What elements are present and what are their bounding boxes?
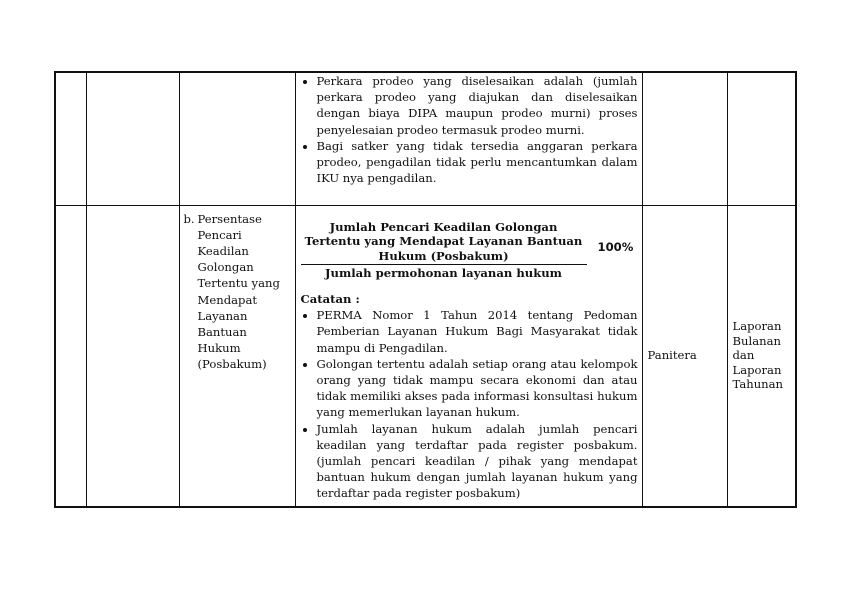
cell-number (55, 72, 86, 205)
formula (301, 214, 638, 282)
cell-formula-notes (295, 72, 642, 205)
formula-fraction (301, 214, 587, 282)
formula-denominator: Jumlah permohonan layanan hukum (325, 266, 562, 280)
notes-title: Catatan : (300, 292, 360, 306)
cell-source: Laporan Bulanan dan Laporan Tahunan (727, 205, 796, 507)
cell-goal (86, 72, 179, 205)
note-item: • Golongan tertentu adalah setiap orang atau kelompok orang yang tidak mampu secara ekonomi dan atau tidak memiliki akses pada informasi konsultasi hukum yang memerlukan layanan hukum. (317, 356, 638, 421)
posbakum-notes-list (301, 307, 638, 501)
prodeo-notes-list (301, 73, 638, 186)
cell-indicator (179, 205, 295, 507)
cell-source (727, 72, 796, 205)
cell-indicator (179, 72, 295, 205)
cell-goal (86, 205, 179, 507)
formula-numerator: Jumlah Pencari Keadilan Golongan Tertentu yang Mendapat Layanan Bantuan Hukum (Posbakum) (301, 214, 587, 266)
cell-formula-notes (295, 205, 642, 507)
note-item: • Bagi satker yang tidak tersedia anggaran perkara prodeo, pengadilan tidak perlu mencantumkan dalam IKU nya pengadilan. (317, 138, 638, 187)
cell-responsible: Panitera (642, 205, 727, 507)
indicator-marker: b. (183, 211, 195, 226)
note-item: • PERMA Nomor 1 Tahun 2014 tentang Pedoman Pemberian Layanan Hukum Bagi Masyarakat tidak mampu di Pengadilan. (317, 307, 638, 356)
table-row-prodeo-notes (55, 72, 796, 205)
cell-responsible (642, 72, 727, 205)
formula-multiplier: 100% (597, 240, 634, 255)
indicator-text: Persentase Pencari Keadilan Golongan Tertentu yang Mendapat Layanan Bantuan Hukum (Posbakum) (197, 211, 280, 372)
note-item: • Perkara prodeo yang diselesaikan adalah (jumlah perkara prodeo yang diajukan dan diselesaikan dengan biaya DIPA maupun prodeo murni) proses penyelesaian prodeo termasuk prodeo murni. (317, 73, 638, 138)
cell-number (55, 205, 86, 507)
note-item: • Jumlah layanan hukum adalah jumlah pencari keadilan yang terdaftar pada register posbakum.(jumlah pencari keadilan / pihak yang mendapat bantuan hukum dengan jumlah layanan hukum yang terdaftar pada register posbakum) (317, 421, 638, 502)
indicator-name (184, 211, 291, 373)
performance-indicator-table (54, 71, 797, 508)
table-row-posbakum (55, 205, 796, 507)
